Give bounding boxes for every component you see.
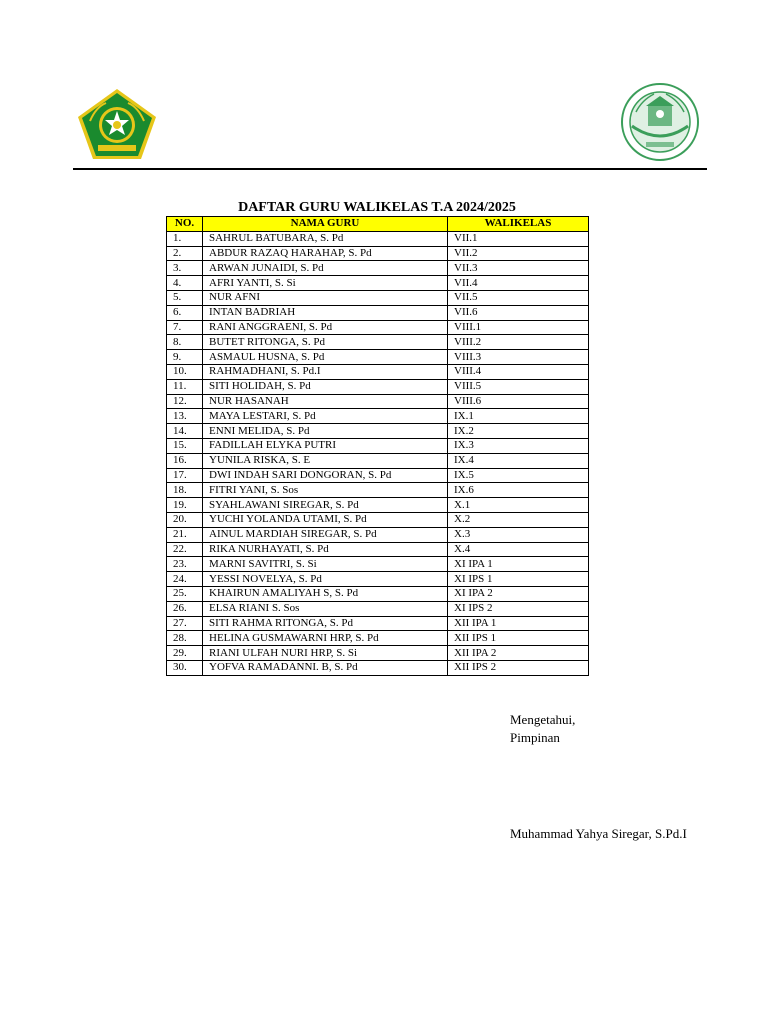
cell-homeroom-class: XI IPA 1 xyxy=(448,557,589,572)
cell-no: 1. xyxy=(167,231,203,246)
cell-teacher-name: RAHMADHANI, S. Pd.I xyxy=(203,364,448,379)
cell-homeroom-class: VII.6 xyxy=(448,305,589,320)
cell-homeroom-class: VII.5 xyxy=(448,290,589,305)
cell-homeroom-class: IX.5 xyxy=(448,468,589,483)
acknowledgement-block xyxy=(510,711,575,747)
table-row xyxy=(167,601,589,616)
table-row xyxy=(167,631,589,646)
cell-teacher-name: ENNI MELIDA, S. Pd xyxy=(203,424,448,439)
homeroom-teacher-table xyxy=(166,216,589,676)
cell-homeroom-class: X.2 xyxy=(448,512,589,527)
cell-teacher-name: DWI INDAH SARI DONGORAN, S. Pd xyxy=(203,468,448,483)
cell-homeroom-class: X.4 xyxy=(448,542,589,557)
cell-homeroom-class: X.3 xyxy=(448,527,589,542)
cell-no: 19. xyxy=(167,498,203,513)
cell-homeroom-class: VII.3 xyxy=(448,261,589,276)
cell-no: 5. xyxy=(167,290,203,305)
cell-homeroom-class: VIII.1 xyxy=(448,320,589,335)
cell-homeroom-class: IX.4 xyxy=(448,453,589,468)
ack-role: Pimpinan xyxy=(510,730,560,745)
cell-no: 21. xyxy=(167,527,203,542)
cell-homeroom-class: VII.1 xyxy=(448,231,589,246)
cell-homeroom-class: IX.1 xyxy=(448,409,589,424)
table-row xyxy=(167,350,589,365)
table-row xyxy=(167,320,589,335)
table-row xyxy=(167,498,589,513)
table-row xyxy=(167,424,589,439)
cell-homeroom-class: VIII.4 xyxy=(448,364,589,379)
cell-teacher-name: NUR AFNI xyxy=(203,290,448,305)
cell-no: 14. xyxy=(167,424,203,439)
cell-teacher-name: SITI RAHMA RITONGA, S. Pd xyxy=(203,616,448,631)
cell-homeroom-class: XII IPS 2 xyxy=(448,660,589,675)
cell-no: 29. xyxy=(167,646,203,661)
cell-teacher-name: ABDUR RAZAQ HARAHAP, S. Pd xyxy=(203,246,448,261)
cell-teacher-name: NUR HASANAH xyxy=(203,394,448,409)
school-seal-graphic xyxy=(620,82,700,162)
cell-no: 4. xyxy=(167,276,203,291)
cell-no: 7. xyxy=(167,320,203,335)
cell-teacher-name: AINUL MARDIAH SIREGAR, S. Pd xyxy=(203,527,448,542)
table-row xyxy=(167,394,589,409)
cell-homeroom-class: XI IPA 2 xyxy=(448,586,589,601)
cell-no: 16. xyxy=(167,453,203,468)
cell-teacher-name: YESSI NOVELYA, S. Pd xyxy=(203,572,448,587)
table-row xyxy=(167,616,589,631)
cell-no: 6. xyxy=(167,305,203,320)
cell-no: 12. xyxy=(167,394,203,409)
cell-teacher-name: AFRI YANTI, S. Si xyxy=(203,276,448,291)
cell-teacher-name: ELSA RIANI S. Sos xyxy=(203,601,448,616)
ministry-emblem-graphic xyxy=(76,87,158,161)
cell-homeroom-class: IX.3 xyxy=(448,438,589,453)
cell-no: 15. xyxy=(167,438,203,453)
cell-no: 9. xyxy=(167,350,203,365)
column-header-name: NAMA GURU xyxy=(203,217,448,232)
table-row xyxy=(167,290,589,305)
cell-no: 26. xyxy=(167,601,203,616)
table-row xyxy=(167,586,589,601)
table-row xyxy=(167,364,589,379)
cell-homeroom-class: XII IPS 1 xyxy=(448,631,589,646)
document-title: DAFTAR GURU WALIKELAS T.A 2024/2025 xyxy=(238,200,516,215)
cell-teacher-name: HELINA GUSMAWARNI HRP, S. Pd xyxy=(203,631,448,646)
cell-no: 11. xyxy=(167,379,203,394)
cell-homeroom-class: X.1 xyxy=(448,498,589,513)
table-row xyxy=(167,557,589,572)
cell-teacher-name: RIANI ULFAH NURI HRP, S. Si xyxy=(203,646,448,661)
table-row xyxy=(167,468,589,483)
cell-no: 13. xyxy=(167,409,203,424)
cell-no: 25. xyxy=(167,586,203,601)
cell-homeroom-class: VIII.3 xyxy=(448,350,589,365)
table-row xyxy=(167,512,589,527)
cell-teacher-name: BUTET RITONGA, S. Pd xyxy=(203,335,448,350)
cell-homeroom-class: VII.2 xyxy=(448,246,589,261)
table-row xyxy=(167,527,589,542)
table-row xyxy=(167,379,589,394)
cell-no: 28. xyxy=(167,631,203,646)
school-seal-icon xyxy=(620,82,700,162)
table-row xyxy=(167,335,589,350)
cell-no: 23. xyxy=(167,557,203,572)
column-header-no: NO. xyxy=(167,217,203,232)
cell-teacher-name: FITRI YANI, S. Sos xyxy=(203,483,448,498)
cell-no: 20. xyxy=(167,512,203,527)
cell-homeroom-class: IX.2 xyxy=(448,424,589,439)
table-row xyxy=(167,483,589,498)
cell-teacher-name: RANI ANGGRAENI, S. Pd xyxy=(203,320,448,335)
cell-homeroom-class: VIII.5 xyxy=(448,379,589,394)
cell-no: 18. xyxy=(167,483,203,498)
cell-no: 27. xyxy=(167,616,203,631)
cell-homeroom-class: XII IPA 1 xyxy=(448,616,589,631)
header-divider xyxy=(73,168,707,170)
cell-teacher-name: SYAHLAWANI SIREGAR, S. Pd xyxy=(203,498,448,513)
cell-teacher-name: MAYA LESTARI, S. Pd xyxy=(203,409,448,424)
cell-teacher-name: ASMAUL HUSNA, S. Pd xyxy=(203,350,448,365)
cell-homeroom-class: VII.4 xyxy=(448,276,589,291)
cell-homeroom-class: IX.6 xyxy=(448,483,589,498)
cell-no: 24. xyxy=(167,572,203,587)
cell-teacher-name: YUNILA RISKA, S. E xyxy=(203,453,448,468)
cell-teacher-name: SITI HOLIDAH, S. Pd xyxy=(203,379,448,394)
cell-no: 10. xyxy=(167,364,203,379)
cell-no: 30. xyxy=(167,660,203,675)
table-row xyxy=(167,231,589,246)
table-header-row xyxy=(167,217,589,232)
cell-teacher-name: YUCHI YOLANDA UTAMI, S. Pd xyxy=(203,512,448,527)
cell-homeroom-class: VIII.2 xyxy=(448,335,589,350)
cell-no: 17. xyxy=(167,468,203,483)
table-row xyxy=(167,438,589,453)
table-row xyxy=(167,542,589,557)
signer-name: Muhammad Yahya Siregar, S.Pd.I xyxy=(510,826,687,841)
cell-teacher-name: FADILLAH ELYKA PUTRI xyxy=(203,438,448,453)
cell-homeroom-class: VIII.6 xyxy=(448,394,589,409)
cell-teacher-name: RIKA NURHAYATI, S. Pd xyxy=(203,542,448,557)
cell-teacher-name: SAHRUL BATUBARA, S. Pd xyxy=(203,231,448,246)
table-row xyxy=(167,261,589,276)
cell-no: 22. xyxy=(167,542,203,557)
cell-teacher-name: ARWAN JUNAIDI, S. Pd xyxy=(203,261,448,276)
table-row xyxy=(167,276,589,291)
table-row xyxy=(167,246,589,261)
table-row xyxy=(167,453,589,468)
column-header-kelas: WALIKELAS xyxy=(448,217,589,232)
cell-teacher-name: YOFVA RAMADANNI. B, S. Pd xyxy=(203,660,448,675)
cell-teacher-name: KHAIRUN AMALIYAH S, S. Pd xyxy=(203,586,448,601)
cell-teacher-name: INTAN BADRIAH xyxy=(203,305,448,320)
ministry-emblem-icon xyxy=(76,87,158,161)
cell-homeroom-class: XII IPA 2 xyxy=(448,646,589,661)
ack-label: Mengetahui, xyxy=(510,712,576,727)
table-row xyxy=(167,572,589,587)
cell-no: 8. xyxy=(167,335,203,350)
cell-teacher-name: MARNI SAVITRI, S. Si xyxy=(203,557,448,572)
table-row xyxy=(167,305,589,320)
table-row xyxy=(167,660,589,675)
table-body xyxy=(167,231,589,675)
table-row xyxy=(167,409,589,424)
table-row xyxy=(167,646,589,661)
cell-homeroom-class: XI IPS 2 xyxy=(448,601,589,616)
cell-no: 2. xyxy=(167,246,203,261)
cell-no: 3. xyxy=(167,261,203,276)
cell-homeroom-class: XI IPS 1 xyxy=(448,572,589,587)
